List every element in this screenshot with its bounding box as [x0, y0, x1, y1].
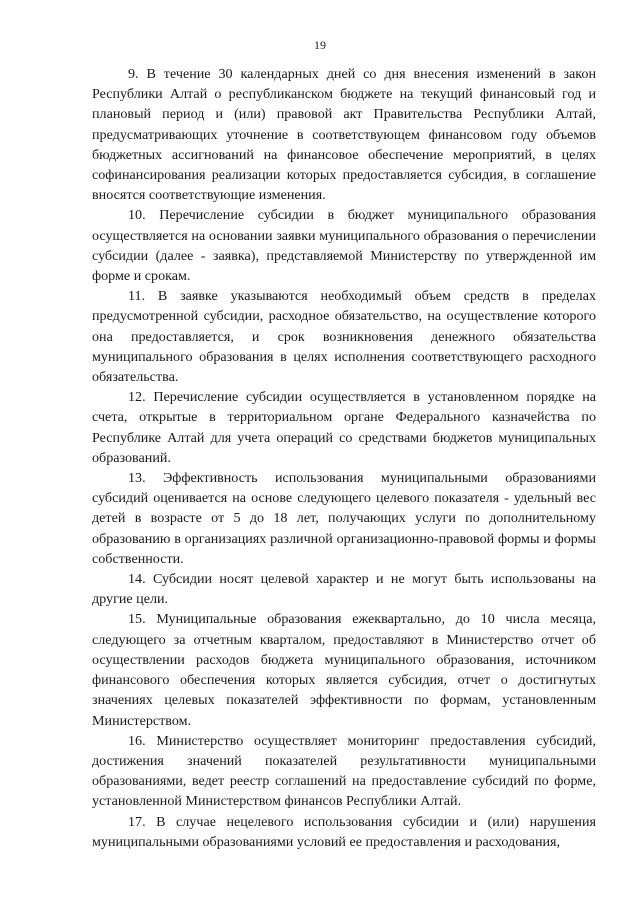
paragraph-9: 9. В течение 30 календарных дней со дня внесения изменений в закон Республики Алтай о республиканском бюджете на текущий финансовый год и плановый период и (или) правовой акт Правительства Республики Алтай, предусматривающих уточнение в соответствующем финансовом году объемов бюджетных ассигнований на финансовое обеспечение мероприятий, в целях софинансирования реализации которых предоставляется субсидия, в соглашение вносятся соответствующие изменения. [92, 66, 596, 204]
paragraph-14: 14. Субсидии носят целевой характер и не могут быть использованы на другие цели. [92, 571, 596, 608]
paragraph-13: 13. Эффективность использования муниципальными образованиями субсидий оценивается на основе следующего целевого показателя - удельный вес детей в возрасте от 5 до 18 лет, получающих услуги по дополнительному образованию в организациях различной организационно-правовой формы и формы собственности. [92, 470, 596, 567]
document-body [92, 64, 596, 852]
paragraph-16: 16. Министерство осуществляет мониторинг предоставления субсидий, достижения значений показателей результативности муниципальными образованиями, ведет реестр соглашений на предоставление субсидий по форме, установленной Министерством финансов Республики Алтай. [92, 732, 596, 810]
paragraph-11: 11. В заявке указываются необходимый объем средств в пределах предусмотренной субсидии, расходное обязательство, на осуществление которого она предоставляется, и срок возникновения денежного обязательства муниципального образования в целях исполнения соответствующего расходного обязательства. [92, 288, 596, 386]
paragraph-10: 10. Перечисление субсидии в бюджет муниципального образования осуществляется на основании заявки муниципального образования о перечислении субсидии (далее - заявка), представляемой Министерству по утвержденной им форме и срокам. [92, 207, 596, 285]
page-number: 19 [314, 38, 326, 52]
paragraph-17: 17. В случае нецелевого использования субсидии и (или) нарушения муниципальными образованиями условий ее предоставления и расходования, [92, 813, 596, 850]
paragraph-15: 15. Муниципальные образования ежеквартально, до 10 числа месяца, следующего за отчетным кварталом, предоставляют в Министерство отчет об осуществлении расходов бюджета муниципального образования, источником финансового обеспечения которых является субсидия, отчет о достигнутых значениях целевых показателей эффективности по формам, установленным Министерством. [92, 611, 596, 729]
paragraph-12: 12. Перечисление субсидии осуществляется в установленном порядке на счета, открытые в территориальном органе Федерального казначейства по Республике Алтай для учета операций со средствами бюджетов муниципальных образований. [92, 389, 596, 466]
